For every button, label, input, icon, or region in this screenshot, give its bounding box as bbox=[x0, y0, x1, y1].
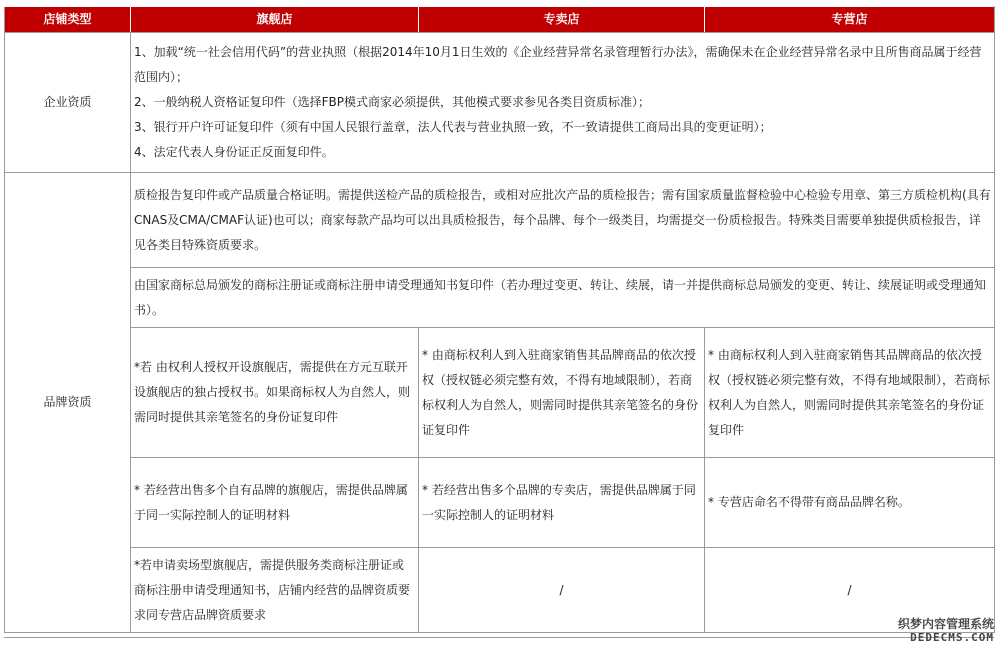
flagship-mall-text: *若申请卖场型旗舰店，需提供服务类商标注册证或商标注册申请受理通知书，店铺内经营的品牌资质要求同专营店品牌资质要求 bbox=[131, 548, 419, 633]
header-exclusive: 专卖店 bbox=[419, 7, 705, 33]
exclusive-auth-text: * 由商标权利人到入驻商家销售其品牌商品的依次授权（授权链必须完整有效，不得有地域限制），若商标权利人为自然人，则需同时提供其亲笔签名的身份证复印件 bbox=[419, 328, 705, 458]
enterprise-row bbox=[5, 33, 995, 173]
specialty-multi-text: * 专营店命名不得带有商品品牌名称。 bbox=[705, 458, 995, 548]
brand-mall-row bbox=[5, 548, 995, 633]
enterprise-content bbox=[131, 33, 995, 173]
specialty-auth-text: * 由商标权利人到入驻商家销售其品牌商品的依次授权（授权链必须完整有效，不得有地域限制），若商标权利人为自然人，则需同时提供其亲笔签名的身份证复印件 bbox=[705, 328, 995, 458]
enterprise-line-1: 1、加载“统一社会信用代码”的营业执照（根据2014年10月1日生效的《企业经营异常名录管理暂行办法》，需确保未在企业经营异常名录中且所售商品属于经营范围内）； bbox=[134, 45, 982, 84]
brand-auth-row bbox=[5, 328, 995, 458]
flagship-multi-text: * 若经营出售多个自有品牌的旗舰店，需提供品牌属于同一实际控制人的证明材料 bbox=[131, 458, 419, 548]
enterprise-line-3: 3、银行开户许可证复印件（须有中国人民银行盖章，法人代表与营业执照一致，不一致请提供工商局出具的变更证明）； bbox=[134, 120, 772, 134]
enterprise-label: 企业资质 bbox=[5, 33, 131, 173]
exclusive-multi-text: * 若经营出售多个品牌的专卖店，需提供品牌属于同一实际控制人的证明材料 bbox=[419, 458, 705, 548]
trademark-text: 由国家商标总局颁发的商标注册证或商标注册申请受理通知书复印件（若办理过变更、转让、续展，请一并提供商标总局颁发的变更、转让、续展证明或受理通知书）。 bbox=[131, 268, 995, 328]
store-qualification-table bbox=[4, 6, 995, 633]
enterprise-line-4: 4、法定代表人身份证正反面复印件。 bbox=[134, 145, 334, 159]
header-store-type: 店铺类型 bbox=[5, 7, 131, 33]
specialty-mall-text: / bbox=[705, 548, 995, 633]
bottom-rule bbox=[4, 637, 994, 638]
brand-trademark-row bbox=[5, 268, 995, 328]
brand-label: 品牌资质 bbox=[5, 173, 131, 633]
watermark bbox=[898, 616, 994, 644]
header-specialty: 专营店 bbox=[705, 7, 995, 33]
brand-multi-row bbox=[5, 458, 995, 548]
watermark-line-1: 织梦内容管理系统 bbox=[897, 617, 994, 631]
table-header-row bbox=[5, 7, 995, 33]
flagship-auth-text: *若 由权利人授权开设旗舰店，需提供在方元互联开设旗舰店的独占授权书。如果商标权人为自然人，则需同时提供其亲笔签名的身份证复印件 bbox=[131, 328, 419, 458]
enterprise-line-2: 2、一般纳税人资格证复印件（选择FBP模式商家必须提供，其他模式要求参见各类目资质标准）； bbox=[134, 95, 651, 109]
watermark-line-2: DEDECMS.COM bbox=[910, 631, 994, 644]
exclusive-mall-text: / bbox=[419, 548, 705, 633]
header-flagship: 旗舰店 bbox=[131, 7, 419, 33]
brand-quality-row bbox=[5, 173, 995, 268]
quality-report-text: 质检报告复印件或产品质量合格证明。需提供送检产品的质检报告，或相对应批次产品的质检报告；需有国家质量监督检验中心检验专用章、第三方质检机构(具有CNAS及CMA/CMAF认证)也可以；商家每款产品均可以出具质检报告，每个品牌、每个一级类目，均需提交一份质检报告。特殊类目需要单独提供质检报告，详见各类目特殊资质要求。 bbox=[131, 173, 995, 268]
